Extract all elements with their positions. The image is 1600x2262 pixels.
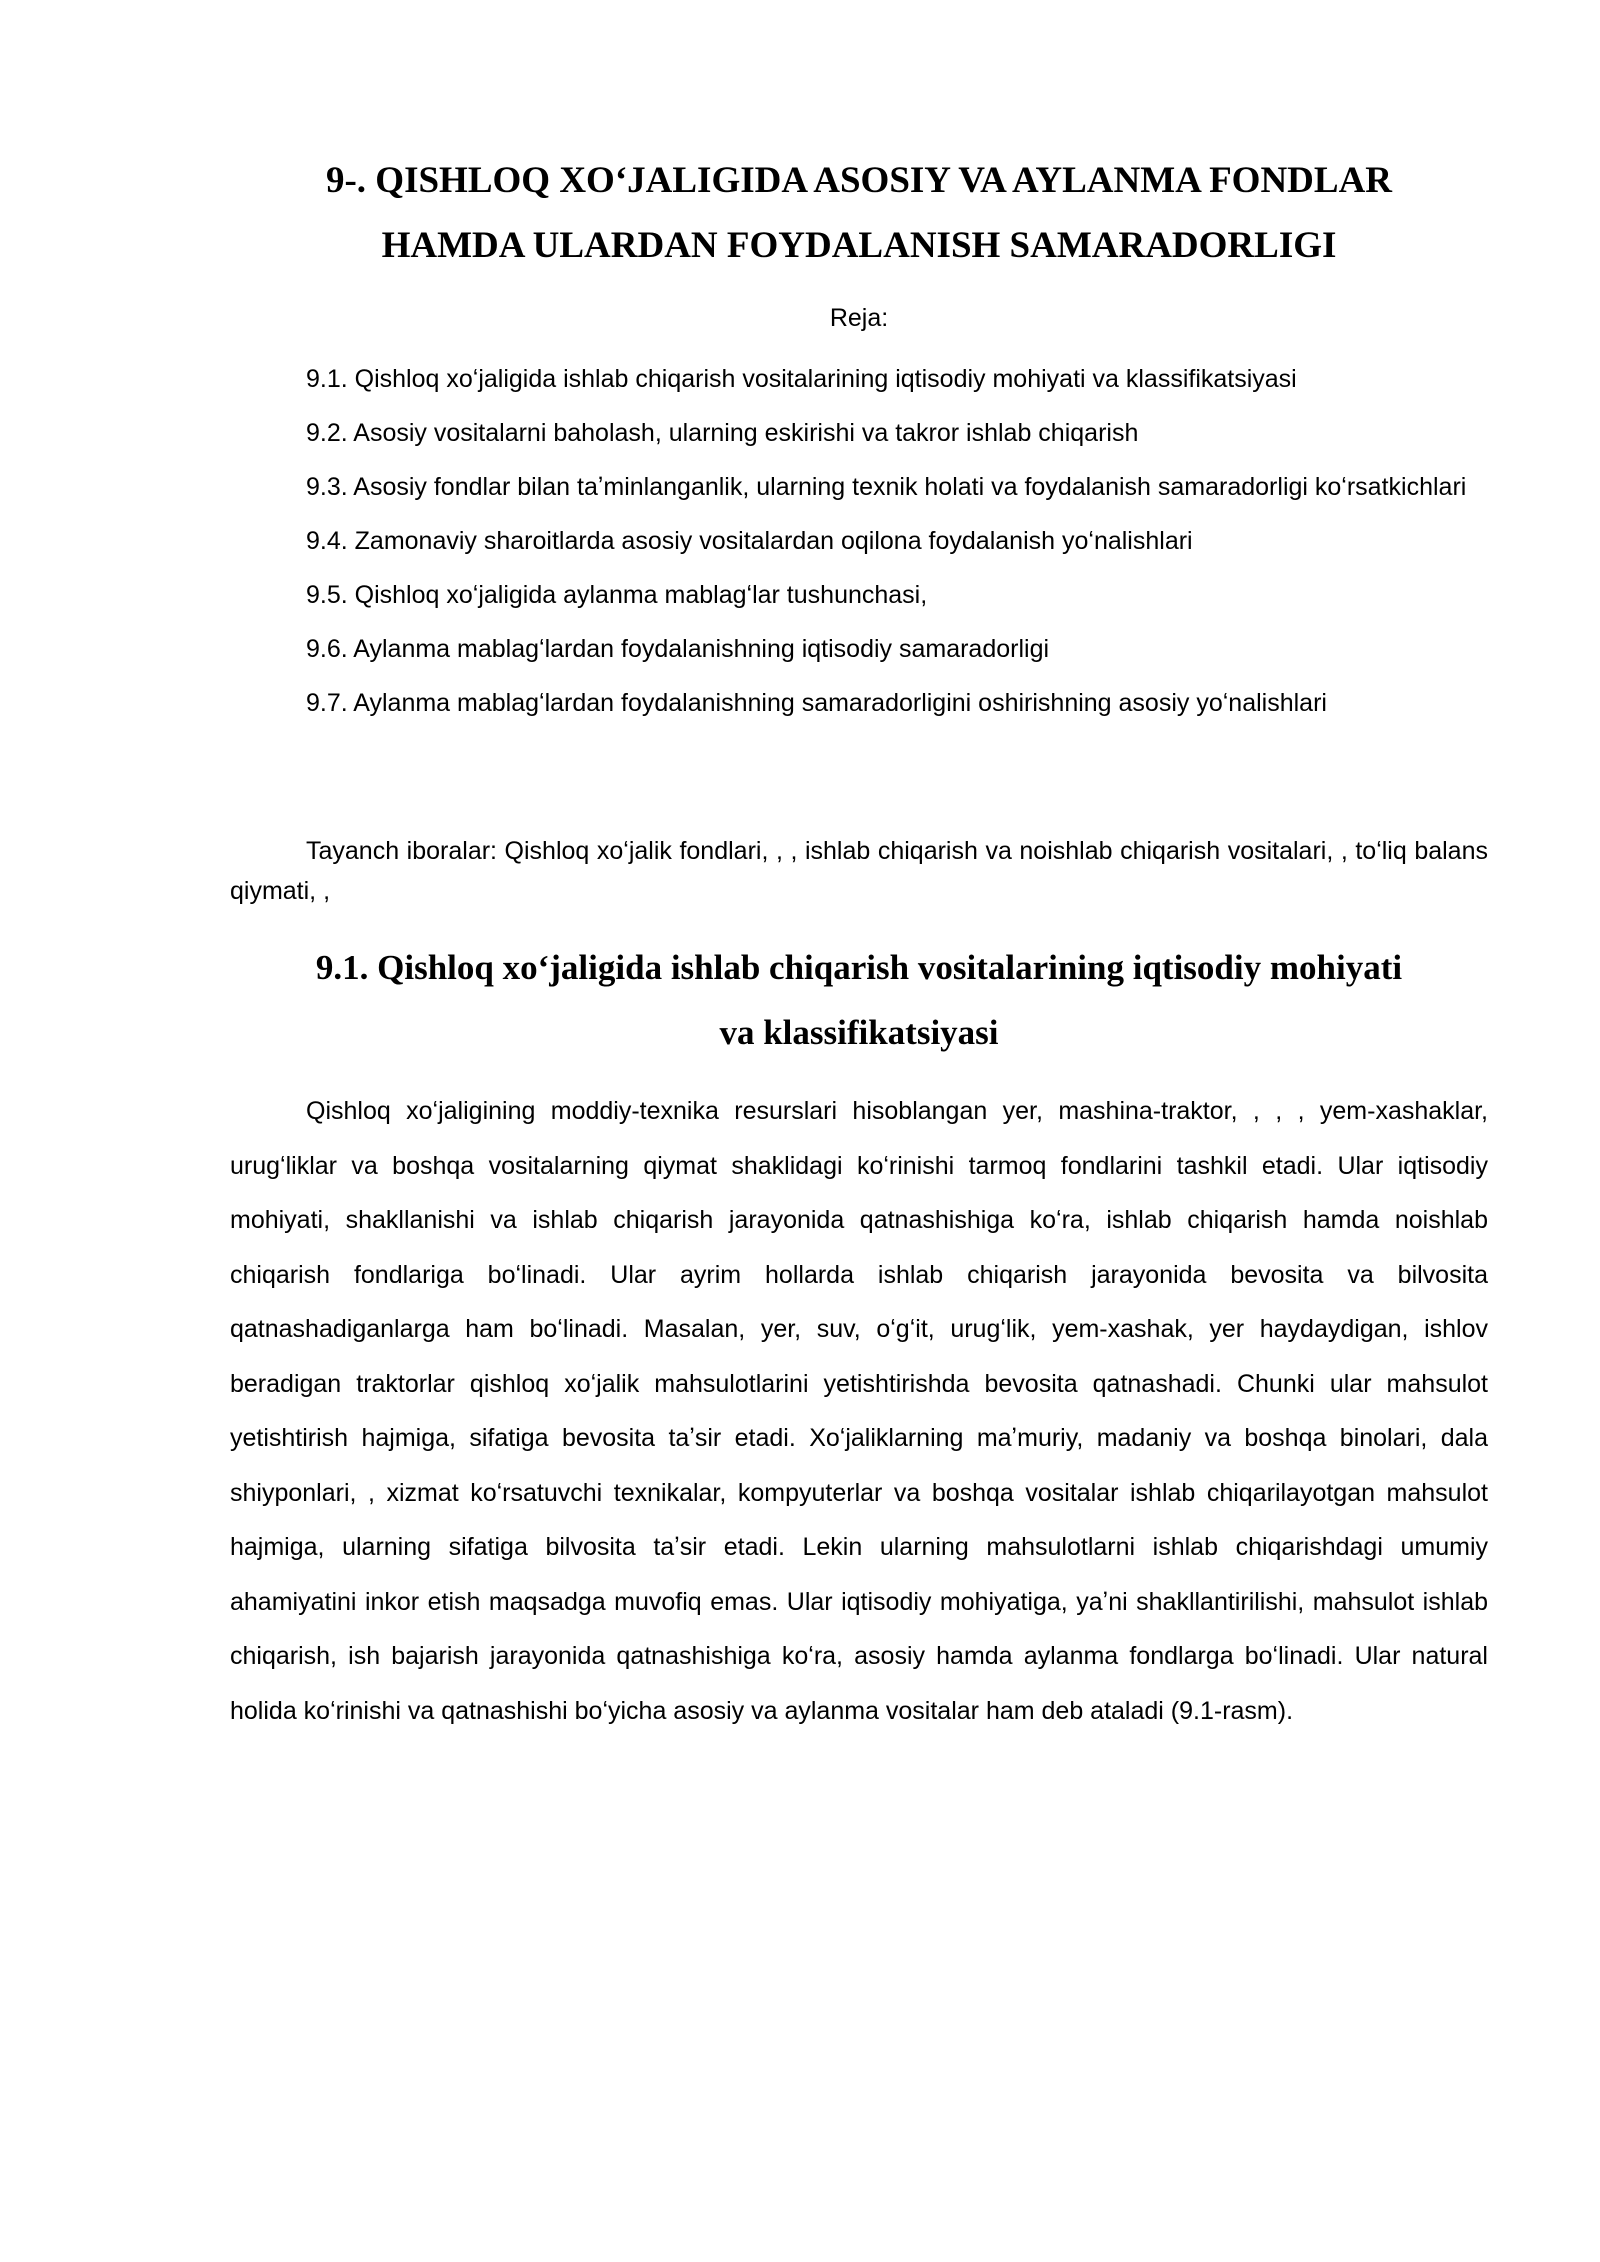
plan-item-9-4: 9.4. Zamonaviy sharoitlarda asosiy vositalardan oqilona foydalanish yoʻnalishlari — [306, 527, 1193, 555]
plan-item-9-6: 9.6. Aylanma mablagʻlardan foydalanishning iqtisodiy samaradorligi — [306, 635, 1050, 663]
section-title-line-1: 9.1. Qishloq xoʻjaligida ishlab chiqarish vositalarining iqtisodiy mohiyati — [315, 948, 1403, 987]
plan-heading: Reja: — [829, 304, 889, 332]
plan-item-9-3: 9.3. Asosiy fondlar bilan taʼminlanganlik, ularning texnik holati va foydalanish samaradorligi koʻrsatkichlari — [306, 473, 1467, 501]
plan-item-9-5: 9.5. Qishloq xoʻjaligida aylanma mablagʻlar tushunchasi, — [306, 581, 928, 609]
chapter-title-line-2: HAMDA ULARDAN FOYDALANISH SAMARADORLIGI — [381, 225, 1337, 266]
plan-item-9-7: 9.7. Aylanma mablagʻlardan foydalanishning samaradorligini oshirishning asosiy yoʻnalishlari — [306, 689, 1327, 717]
section-title — [230, 935, 1488, 1065]
plan-item-9-2: 9.2. Asosiy vositalarni baholash, ularning eskirishi va takror ishlab chiqarish — [306, 419, 1139, 447]
chapter-title — [230, 148, 1488, 278]
chapter-title-line-1: 9-. QISHLOQ XOʻJALIGIDA ASOSIY VA AYLANMA FONDLAR — [325, 160, 1393, 201]
plan-list — [230, 352, 1488, 730]
keywords-paragraph: Tayanch iboralar: Qishloq xoʻjalik fondlari, , , ishlab chiqarish va noishlab chiqarish vositalari, , toʻliq balans qiymati, , — [230, 837, 1488, 905]
body-paragraph: Qishloq xoʻjaligining moddiy-texnika resurslari hisoblangan yer, mashina-traktor, , , , yem-xashaklar, urugʻliklar va boshqa vositalarning qiymat shaklidagi koʻrinishi tarmoq fondlarini tashkil etadi. Ular iqtisodiy mohiyati, shakllanishi va ishlab chiqarish jarayonida qatnashishiga koʻra, ishlab chiqarish hamda noishlab chiqarish fondlariga boʻlinadi. Ular ayrim hollarda ishlab chiqarish jarayonida bevosita va bilvosita qatnashadiganlarga ham boʻlinadi. Masalan, yer, suv, oʻgʻit, urugʻlik, yem-xashak, yer haydaydigan, ishlov beradigan traktorlar qishloq xoʻjalik mahsulotlarini yetishtirishda bevosita qatnashadi. Chunki ular mahsulot yetishtirish hajmiga, sifatiga bevosita taʼsir etadi. Xoʻjaliklarning maʼmuriy, madaniy va boshqa binolari, dala shiyponlari, , xizmat koʻrsatuvchi texnikalar, kompyuterlar va boshqa vositalar ishlab chiqarilayotgan mahsulot hajmiga, ularning sifatiga bilvosita taʼsir etadi. Lekin ularning mahsulotlarni ishlab chiqarishdagi umumiy ahamiyatini inkor etish maqsadga muvofiq emas. Ular iqtisodiy mohiyatiga, yaʼni shakllantirilishi, mahsulot ishlab chiqarish, ish bajarish jarayonida qatnashishiga koʻra, asosiy hamda aylanma fondlarga boʻlinadi. Ular natural holida koʻrinishi va qatnashishi boʻyicha asosiy va aylanma vositalar ham deb ataladi (9.1-rasm). — [230, 1097, 1488, 1725]
plan-item-9-1: 9.1. Qishloq xoʻjaligida ishlab chiqarish vositalarining iqtisodiy mohiyati va klassifikatsiyasi — [306, 365, 1297, 393]
section-title-line-2: va klassifikatsiyasi — [719, 1013, 999, 1052]
